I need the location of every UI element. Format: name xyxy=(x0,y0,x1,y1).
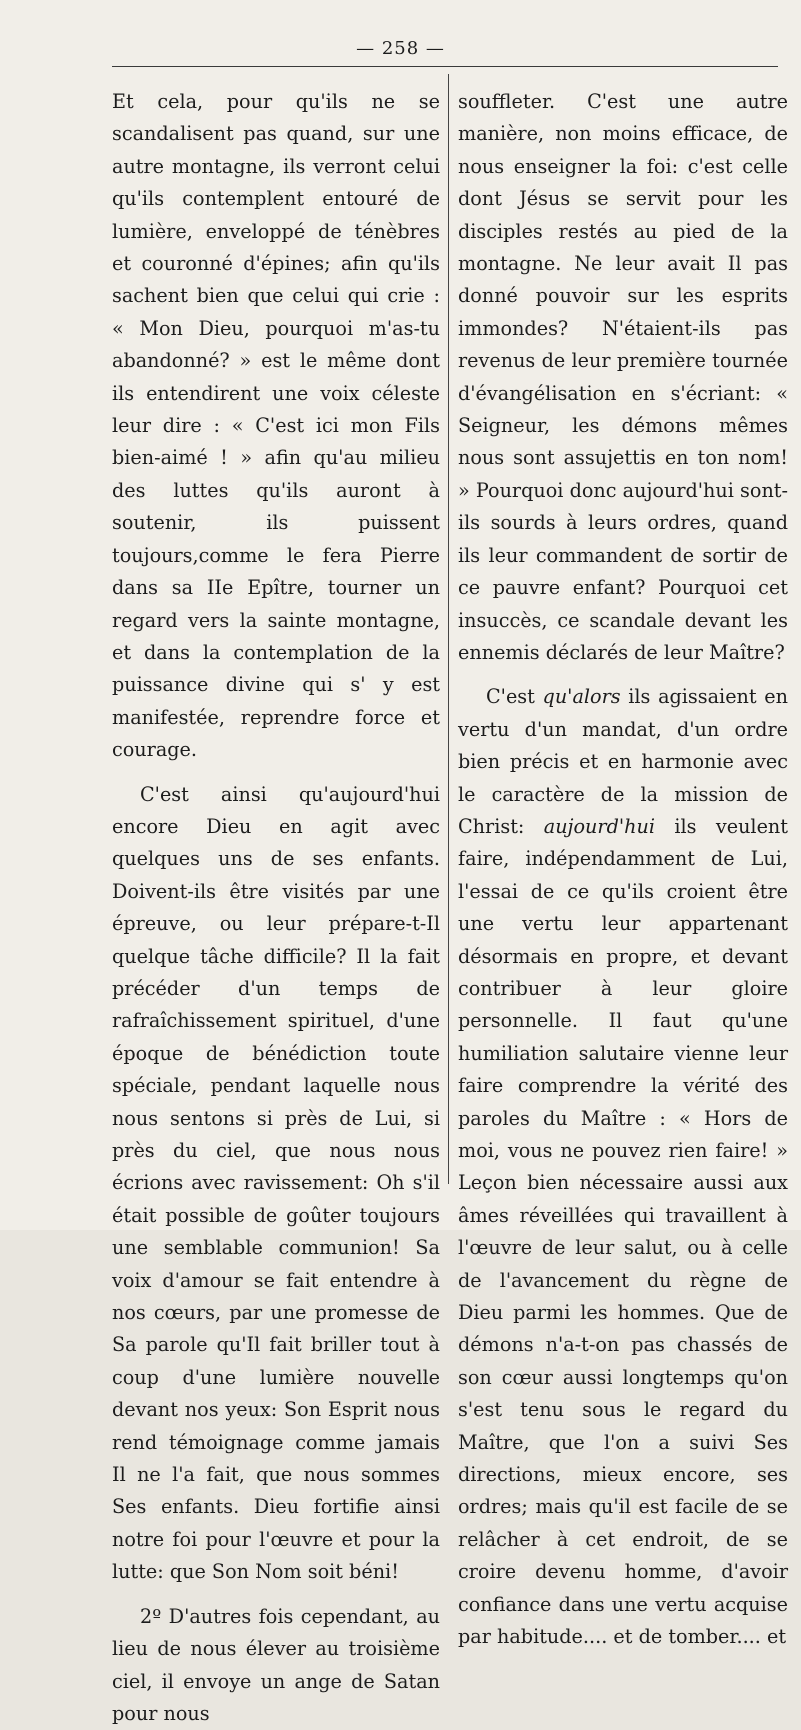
left-paragraph-1: Et cela, pour qu'ils ne se scandalisent pas quand, sur une autre montagne, ils verront celui qu'ils contemplent entouré de lumière, enveloppé de ténèbres et couronné d'épines; afin qu'ils sachent bien que celui qui crie : « Mon Dieu, pourquoi m'as-tu abandonné? » est le même dont ils entendirent une voix céleste leur dire : « C'est ici mon Fils bien-aimé ! » afin qu'au milieu des luttes qu'ils auront à soutenir, ils puissent toujours,comme le fera Pierre dans sa IIe Epître, tourner un regard vers la sainte montagne, et dans la contemplation de la puissance divine qui s' y est manifestée, reprendre force et courage. xyxy=(112,90,440,762)
left-paragraph-2: C'est ainsi qu'aujourd'hui encore Dieu en agit avec quelques uns de ses enfants. Doivent-ils être visités par une épreuve, ou leur prépare-t-Il quelque tâche difficile? Il la fait précéder d'un temps de rafraîchissement spirituel, d'une époque de bénédiction toute spéciale, pendant laquelle nous nous sentons si près de Lui, si près du ciel, que nous nous écrions avec ravissement: Oh s'il était possible de goûter toujours une semblable communion! Sa voix d'amour se fait entendre à nos cœurs, par une promesse de Sa parole qu'Il fait briller tout à coup d'une lumière nouvelle devant nos yeux: Son Esprit nous rend témoignage comme jamais Il ne l'a fait, que nous sommes Ses enfants. Dieu fortifie ainsi notre foi pour l'œuvre et pour la lutte: que Son Nom soit béni! xyxy=(112,782,440,1584)
right-p2-middle: ils agissaient en vertu d'un mandat, d'un ordre bien précis et en harmonie avec le caractère de la mission de Christ: xyxy=(458,685,789,838)
left-column xyxy=(112,86,440,1730)
right-paragraph-1: souffleter. C'est une autre manière, non moins efficace, de nous enseigner la foi: c'est celle dont Jésus se servit pour les disciples restés au pied de la montagne. Ne leur avait Il pas donné pouvoir sur les esprits immondes? N'étaient-ils pas revenus de leur première tournée d'évangélisation en s'écriant: « Seigneur, les démons mêmes nous sont assujettis en ton nom! » Pourquoi donc aujourd'hui sont-ils sourds à leurs ordres, quand ils leur commandent de sortir de ce pauvre enfant? Pourquoi cet insuccès, ce scandale devant les ennemis déclarés de leur Maître? xyxy=(458,90,788,664)
right-p2-end: ils veulent faire, indépendamment de Lui, l'essai de ce qu'ils croient être une vertu leur appartenant désormais en propre, et devant contribuer à leur gloire personnelle. Il faut qu'une humiliation salutaire vienne leur faire comprendre la vérité des paroles du Maître : « Hors de moi, vous ne pouvez rien faire! » Leçon bien nécessaire aussi aux âmes réveillées qui travaillent à l'œuvre de leur salut, ou à celle de l'avancement du règne de Dieu parmi les hommes. Que de démons n'a-t-on pas chassés de son cœur aussi longtemps qu'on s'est tenu sous le regard du Maître, que l'on a suivi Ses directions, mieux encore, ses ordres; mais qu'il est facile de se relâcher à cet endroit, de se croire devenu homme, d'avoir confiance dans une vertu acquise par habitude.... et de tomber.... et xyxy=(458,814,788,1649)
right-column xyxy=(458,86,788,1654)
page-number: — 258 — xyxy=(356,38,445,59)
right-paragraph-2 xyxy=(458,681,788,1653)
left-paragraph-3: 2º D'autres fois cependant, au lieu de nous élever au troisième ciel, il envoye un ange de Satan pour nous xyxy=(112,1604,440,1725)
right-p2-emphasis-2: aujourd'hui xyxy=(543,814,655,838)
column-divider xyxy=(448,74,449,1184)
header-rule xyxy=(112,66,778,67)
right-p2-emphasis-1: qu'alors xyxy=(542,685,621,709)
right-p2-start: C'est xyxy=(486,685,543,709)
